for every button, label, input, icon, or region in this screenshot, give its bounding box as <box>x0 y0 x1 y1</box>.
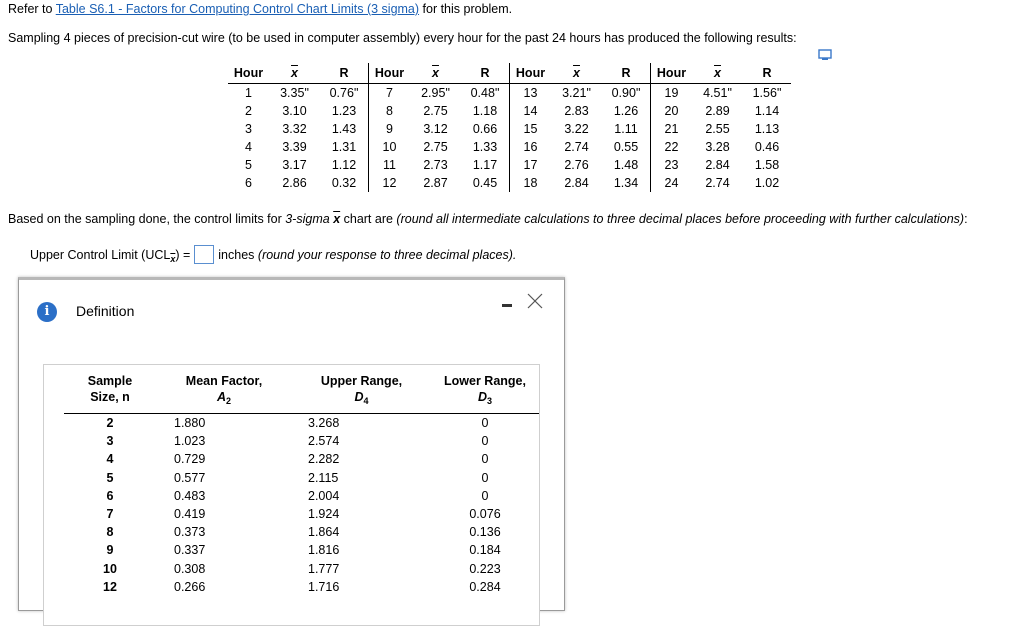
cell-xbar: 4.51" <box>703 86 732 100</box>
cell-xbar: 3.22 <box>564 122 589 136</box>
cell-hour: 22 <box>651 138 693 156</box>
cell-hour: 6 <box>245 176 252 190</box>
cell-lower-range: 0 <box>481 452 489 467</box>
cell-sample-size: 7 <box>106 507 114 522</box>
cell-mean-factor: 0.483 <box>174 488 206 503</box>
header-sample-size: Sample Size, n <box>64 373 156 414</box>
cell-upper-range: 1.924 <box>308 507 340 522</box>
popup-title: Definition <box>76 303 135 319</box>
cell-hour: 20 <box>651 102 693 120</box>
cell-r: 1.12 <box>331 158 357 172</box>
cell-r: 1.26 <box>613 104 639 118</box>
factors-header-row <box>64 373 539 414</box>
definition-popup <box>18 277 565 611</box>
cell-xbar: 2.74 <box>564 140 589 154</box>
cell-xbar: 3.35" <box>280 86 309 100</box>
cell-lower-range: 0 <box>481 488 489 503</box>
cell-hour: 13 <box>510 84 552 103</box>
cell-r: 1.34 <box>613 176 639 190</box>
factors-row <box>64 469 539 487</box>
cell-xbar: 3.39 <box>282 140 307 154</box>
cell-r: 1.31 <box>331 140 357 154</box>
cell-mean-factor: 1.023 <box>174 434 206 449</box>
table-header-row <box>228 63 791 84</box>
table-row <box>228 102 791 120</box>
cell-hour: 21 <box>651 120 693 138</box>
cell-r: 0.55 <box>613 140 639 154</box>
cell-xbar: 2.55 <box>705 122 730 136</box>
cell-hour: 15 <box>510 120 552 138</box>
cell-lower-range: 0.184 <box>469 543 501 558</box>
cell-xbar: 3.10 <box>282 104 307 118</box>
cell-r: 0.45 <box>472 176 498 190</box>
cell-r: 1.58 <box>754 158 780 172</box>
cell-hour: 5 <box>245 158 252 172</box>
factors-row <box>64 414 539 433</box>
cell-r: 1.23 <box>331 104 357 118</box>
header-hour: Hour <box>369 63 411 84</box>
cell-hour: 23 <box>651 156 693 174</box>
table-row <box>228 120 791 138</box>
cell-xbar: 3.12 <box>423 122 448 136</box>
table-row <box>228 138 791 156</box>
header-r: R <box>743 63 791 84</box>
factors-table <box>64 373 539 596</box>
cell-hour: 14 <box>510 102 552 120</box>
cell-xbar: 2.86 <box>282 176 307 190</box>
header-xbar: $\overline{x}$ <box>269 63 320 84</box>
cell-upper-range: 2.004 <box>308 488 340 503</box>
header-hour: Hour <box>510 63 552 84</box>
header-hour: Hour <box>651 63 693 84</box>
cell-hour: 16 <box>510 138 552 156</box>
ucl-line <box>30 245 516 264</box>
cell-r: 1.56" <box>752 86 782 100</box>
cell-r: 1.43 <box>331 122 357 136</box>
header-r: R <box>602 63 651 84</box>
cell-hour: 7 <box>369 84 411 103</box>
cell-upper-range: 1.777 <box>308 561 340 576</box>
factors-panel <box>43 364 540 626</box>
cell-xbar: 3.28 <box>705 140 730 154</box>
cell-hour: 3 <box>245 122 252 136</box>
cell-hour: 4 <box>245 140 252 154</box>
cell-xbar: 3.17 <box>282 158 307 172</box>
cell-r: 0.66 <box>472 122 498 136</box>
cell-hour: 1 <box>245 86 252 100</box>
cell-mean-factor: 0.729 <box>174 452 206 467</box>
header-xbar: $\overline{x}$ <box>551 63 602 84</box>
cell-mean-factor: 0.577 <box>174 470 206 485</box>
cell-sample-size: 4 <box>106 452 114 467</box>
cell-upper-range: 3.268 <box>308 416 340 431</box>
table-s6-1-link[interactable]: Table S6.1 - Factors for Computing Control Chart Limits (3 sigma) <box>55 2 420 16</box>
cell-sample-size: 6 <box>106 488 114 503</box>
cell-xbar: 2.74 <box>705 176 730 190</box>
cell-r: 0.32 <box>331 176 357 190</box>
cell-mean-factor: 0.308 <box>174 561 206 576</box>
cell-sample-size: 10 <box>103 561 117 576</box>
cell-mean-factor: 0.337 <box>174 543 206 558</box>
cell-lower-range: 0.076 <box>469 507 501 522</box>
ucl-unit: inches <box>218 247 255 262</box>
header-r: R <box>320 63 369 84</box>
cell-xbar: 3.32 <box>282 122 307 136</box>
cell-lower-range: 0.284 <box>469 579 501 594</box>
cell-hour: 11 <box>369 156 411 174</box>
expand-icon[interactable] <box>818 49 832 60</box>
close-icon[interactable] <box>526 292 544 310</box>
factors-row <box>64 523 539 541</box>
problem-text: Sampling 4 pieces of precision-cut wire (to be used in computer assembly) every hour for the past 24 hours has produced the following results: <box>8 31 797 45</box>
cell-mean-factor: 0.419 <box>174 507 206 522</box>
intro-line <box>8 2 512 16</box>
cell-r: 1.02 <box>754 176 780 190</box>
ucl-answer-input[interactable] <box>194 245 214 264</box>
ucl-label: Upper Control Limit $(UCL_{\overline{x}})$ = <box>30 247 191 264</box>
cell-upper-range: 1.716 <box>308 579 340 594</box>
cell-mean-factor: 0.373 <box>174 525 206 540</box>
header-xbar: $\overline{x}$ <box>410 63 461 84</box>
cell-hour: 9 <box>369 120 411 138</box>
cell-r: 1.11 <box>614 122 638 136</box>
cell-hour: 17 <box>510 156 552 174</box>
cell-lower-range: 0 <box>481 470 489 485</box>
cell-r: 1.18 <box>472 104 498 118</box>
question-text: Based on the sampling done, the control limits for 3-sigma $\overline{x}$ chart are (round all intermediate calculations to three decimal places before proceeding with further calculations): <box>8 212 968 226</box>
cell-hour: 12 <box>369 174 411 192</box>
cell-r: 1.33 <box>472 140 498 154</box>
table-row <box>228 156 791 174</box>
cell-r: 0.76" <box>329 86 359 100</box>
table-row <box>228 84 791 103</box>
cell-r: 1.17 <box>472 158 498 172</box>
factors-row <box>64 560 539 578</box>
cell-xbar: 3.21" <box>562 86 591 100</box>
cell-sample-size: 2 <box>106 416 114 431</box>
cell-lower-range: 0 <box>481 434 489 449</box>
header-lower-range: Lower Range, $D_3$ <box>431 373 539 414</box>
cell-xbar: 2.84 <box>705 158 730 172</box>
ucl-note: (round your response to three decimal places). <box>257 247 517 262</box>
cell-r: 0.46 <box>754 140 780 154</box>
cell-xbar: 2.73 <box>423 158 448 172</box>
cell-sample-size: 12 <box>103 579 117 594</box>
cell-hour: 2 <box>245 104 252 118</box>
table-row <box>228 174 791 192</box>
header-upper-range: Upper Range, $D_4$ <box>292 373 431 414</box>
cell-lower-range: 0.223 <box>469 561 501 576</box>
sampling-data-table <box>228 63 791 192</box>
cell-sample-size: 9 <box>106 543 114 558</box>
factors-row <box>64 541 539 559</box>
cell-hour: 18 <box>510 174 552 192</box>
cell-xbar: 2.75 <box>423 140 448 154</box>
cell-mean-factor: 0.266 <box>174 579 206 594</box>
minimize-icon[interactable] <box>501 298 513 312</box>
cell-hour: 24 <box>651 174 693 192</box>
cell-upper-range: 2.115 <box>308 470 339 485</box>
intro-prefix: Refer to <box>8 2 56 16</box>
cell-upper-range: 1.816 <box>308 543 340 558</box>
cell-r: 0.90" <box>611 86 641 100</box>
cell-xbar: 2.87 <box>423 176 448 190</box>
cell-sample-size: 5 <box>106 470 114 485</box>
header-xbar: $\overline{x}$ <box>692 63 743 84</box>
factors-row <box>64 505 539 523</box>
cell-hour: 8 <box>369 102 411 120</box>
cell-upper-range: 2.574 <box>308 434 340 449</box>
cell-xbar: 2.83 <box>564 104 589 118</box>
cell-sample-size: 8 <box>106 525 114 540</box>
cell-xbar: 2.76 <box>564 158 589 172</box>
cell-xbar: 2.95" <box>421 86 450 100</box>
factors-row <box>64 450 539 468</box>
cell-r: 1.14 <box>754 104 780 118</box>
header-mean-factor: Mean Factor, $A_2$ <box>156 373 292 414</box>
cell-r: 0.48" <box>470 86 500 100</box>
cell-lower-range: 0 <box>481 416 489 431</box>
intro-suffix: for this problem. <box>419 2 513 16</box>
header-r: R <box>461 63 510 84</box>
cell-xbar: 2.89 <box>705 104 730 118</box>
cell-hour: 10 <box>369 138 411 156</box>
cell-mean-factor: 1.880 <box>174 416 206 431</box>
cell-sample-size: 3 <box>106 434 114 449</box>
factors-row <box>64 578 539 596</box>
factors-row <box>64 487 539 505</box>
header-hour: Hour <box>228 63 269 84</box>
cell-upper-range: 1.864 <box>308 525 340 540</box>
info-icon: i <box>37 302 57 322</box>
cell-xbar: 2.84 <box>564 176 589 190</box>
cell-hour: 19 <box>651 84 693 103</box>
cell-upper-range: 2.282 <box>308 452 340 467</box>
cell-xbar: 2.75 <box>423 104 448 118</box>
cell-r: 1.48 <box>613 158 639 172</box>
cell-r: 1.13 <box>754 122 780 136</box>
cell-lower-range: 0.136 <box>469 525 501 540</box>
factors-row <box>64 432 539 450</box>
